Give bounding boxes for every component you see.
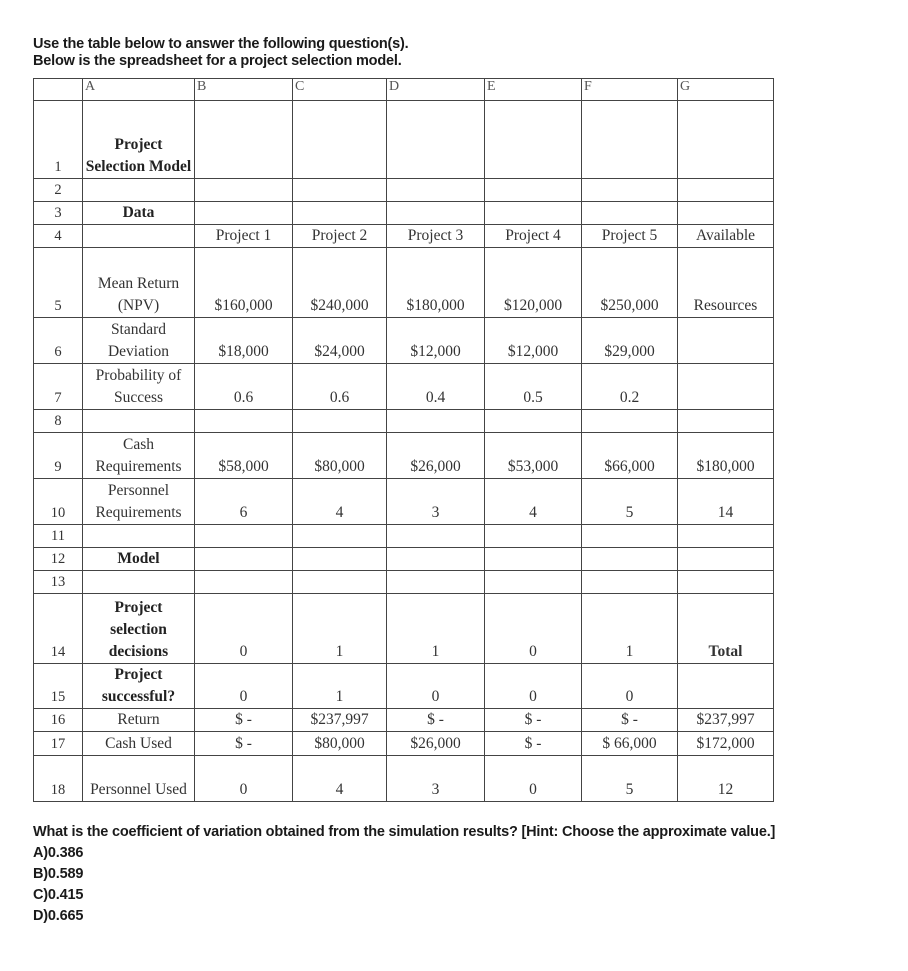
instruction-line-2: Below is the spreadsheet for a project selection model. [33,53,402,69]
data-cell: 0 [195,756,293,802]
data-cell: $160,000 [195,248,293,318]
data-cell [485,202,582,225]
data-cell: 6 [195,479,293,525]
data-cell [678,548,774,571]
row-number: 10 [34,479,83,525]
row-number: 14 [34,594,83,664]
data-cell: Total [678,594,774,664]
data-cell: Available [678,225,774,248]
data-cell: 0.4 [387,364,485,410]
data-cell [387,101,485,179]
row-number: 6 [34,318,83,364]
data-cell: $ 66,000 [582,732,678,756]
row-label: Probability of Success [83,364,195,410]
row-label [83,571,195,594]
data-cell: $250,000 [582,248,678,318]
data-cell: 0.2 [582,364,678,410]
data-cell: 0 [485,664,582,709]
data-cell: Project 1 [195,225,293,248]
row-number: 12 [34,548,83,571]
data-cell [387,525,485,548]
sheet-row [34,433,774,479]
data-cell: 1 [293,664,387,709]
data-cell: 14 [678,479,774,525]
row-label [83,225,195,248]
answer-option-a[interactable]: A)0.386 [33,845,84,861]
data-cell [678,101,774,179]
row-number: 18 [34,756,83,802]
data-cell: Project 4 [485,225,582,248]
row-number: 4 [34,225,83,248]
data-cell: 0.6 [293,364,387,410]
data-cell [387,571,485,594]
answer-option-c[interactable]: C)0.415 [33,887,84,903]
data-cell [678,364,774,410]
data-cell: Project 3 [387,225,485,248]
sheet-row [34,179,774,202]
sheet-row [34,732,774,756]
data-cell [678,571,774,594]
sheet-row [34,101,774,179]
data-cell [195,202,293,225]
data-cell [678,525,774,548]
row-label: Personnel Requirements [83,479,195,525]
data-cell [387,548,485,571]
answer-option-d[interactable]: D)0.665 [33,908,84,924]
data-cell: $80,000 [293,433,387,479]
data-cell [293,410,387,433]
row-label: Personnel Used [83,756,195,802]
data-cell: Resources [678,248,774,318]
data-cell [195,179,293,202]
data-cell [195,410,293,433]
data-cell: Project 2 [293,225,387,248]
row-label: Cash Requirements [83,433,195,479]
data-cell [293,548,387,571]
question-block [33,822,775,927]
question-text: What is the coefficient of variation obtained from the simulation results? [Hint: Choose the approximate value.] [33,824,776,840]
data-cell: 0 [195,594,293,664]
instructions [33,36,409,70]
row-number: 1 [34,101,83,179]
data-cell: $26,000 [387,433,485,479]
data-cell [293,571,387,594]
data-cell: $180,000 [387,248,485,318]
column-header: C [293,79,387,101]
data-cell: 4 [485,479,582,525]
row-label: Return [83,709,195,732]
row-label [83,410,195,433]
data-cell [582,202,678,225]
data-cell: 4 [293,479,387,525]
data-cell: $26,000 [387,732,485,756]
corner-cell [34,79,83,101]
data-cell: 3 [387,756,485,802]
row-number: 3 [34,202,83,225]
sheet-row [34,664,774,709]
column-header: A [83,79,195,101]
row-label [83,525,195,548]
data-cell: 0.5 [485,364,582,410]
data-cell: 12 [678,756,774,802]
data-cell: $ - [485,732,582,756]
row-number: 13 [34,571,83,594]
data-cell: 3 [387,479,485,525]
data-cell [485,548,582,571]
data-cell: $237,997 [293,709,387,732]
data-cell [485,179,582,202]
data-cell: $58,000 [195,433,293,479]
data-cell: $66,000 [582,433,678,479]
sheet-row [34,571,774,594]
data-cell [387,202,485,225]
data-cell: $ - [582,709,678,732]
data-cell [485,410,582,433]
sheet-row [34,202,774,225]
data-cell [485,525,582,548]
row-number: 11 [34,525,83,548]
row-number: 15 [34,664,83,709]
data-cell [387,410,485,433]
data-cell: 1 [293,594,387,664]
row-label: Project successful? [83,664,195,709]
data-cell: $80,000 [293,732,387,756]
sheet-row [34,548,774,571]
row-number: 16 [34,709,83,732]
data-cell [293,525,387,548]
data-cell: $24,000 [293,318,387,364]
data-cell: $ - [195,709,293,732]
sheet-row [34,594,774,664]
data-cell [195,571,293,594]
row-label: Cash Used [83,732,195,756]
data-cell: 0 [485,756,582,802]
data-cell: $240,000 [293,248,387,318]
data-cell [582,101,678,179]
data-cell: 0 [387,664,485,709]
data-cell: 0.6 [195,364,293,410]
data-cell [387,179,485,202]
sheet-row [34,318,774,364]
data-cell: Project 5 [582,225,678,248]
data-cell: $29,000 [582,318,678,364]
row-label: Mean Return (NPV) [83,248,195,318]
data-cell [293,179,387,202]
data-cell [582,571,678,594]
column-header: B [195,79,293,101]
data-cell: $ - [485,709,582,732]
data-cell: $18,000 [195,318,293,364]
row-label [83,179,195,202]
sheet-row [34,756,774,802]
row-label: Model [83,548,195,571]
data-cell [678,202,774,225]
data-cell [678,318,774,364]
row-label: Project Selection Model [83,101,195,179]
sheet-row [34,709,774,732]
data-cell [582,179,678,202]
data-cell [485,571,582,594]
data-cell: 5 [582,756,678,802]
data-cell [582,548,678,571]
data-cell: 4 [293,756,387,802]
row-number: 9 [34,433,83,479]
data-cell: $ - [387,709,485,732]
row-number: 17 [34,732,83,756]
column-header: E [485,79,582,101]
row-label: Standard Deviation [83,318,195,364]
data-cell: $ - [195,732,293,756]
row-number: 8 [34,410,83,433]
data-cell: $12,000 [387,318,485,364]
data-cell: $172,000 [678,732,774,756]
data-cell [678,664,774,709]
sheet-row [34,225,774,248]
row-number: 2 [34,179,83,202]
data-cell: $53,000 [485,433,582,479]
data-cell [582,525,678,548]
data-cell [195,548,293,571]
sheet-row [34,364,774,410]
column-header: D [387,79,485,101]
column-header: F [582,79,678,101]
data-cell: $12,000 [485,318,582,364]
data-cell: 0 [195,664,293,709]
row-number: 5 [34,248,83,318]
column-header: G [678,79,774,101]
data-cell [293,101,387,179]
sheet-row [34,479,774,525]
data-cell: $120,000 [485,248,582,318]
spreadsheet-table [33,78,774,802]
data-cell [678,410,774,433]
data-cell: 1 [387,594,485,664]
sheet-row [34,248,774,318]
data-cell [582,410,678,433]
data-cell: 1 [582,594,678,664]
data-cell [678,179,774,202]
row-label: Project selection decisions [83,594,195,664]
answer-option-b[interactable]: B)0.589 [33,866,84,882]
data-cell: $180,000 [678,433,774,479]
row-label: Data [83,202,195,225]
data-cell: $237,997 [678,709,774,732]
row-number: 7 [34,364,83,410]
instruction-line-1: Use the table below to answer the following question(s). [33,36,409,52]
sheet-row [34,525,774,548]
sheet-row [34,410,774,433]
data-cell [195,101,293,179]
data-cell [485,101,582,179]
data-cell: 0 [485,594,582,664]
data-cell [293,202,387,225]
data-cell: 5 [582,479,678,525]
data-cell: 0 [582,664,678,709]
data-cell [195,525,293,548]
